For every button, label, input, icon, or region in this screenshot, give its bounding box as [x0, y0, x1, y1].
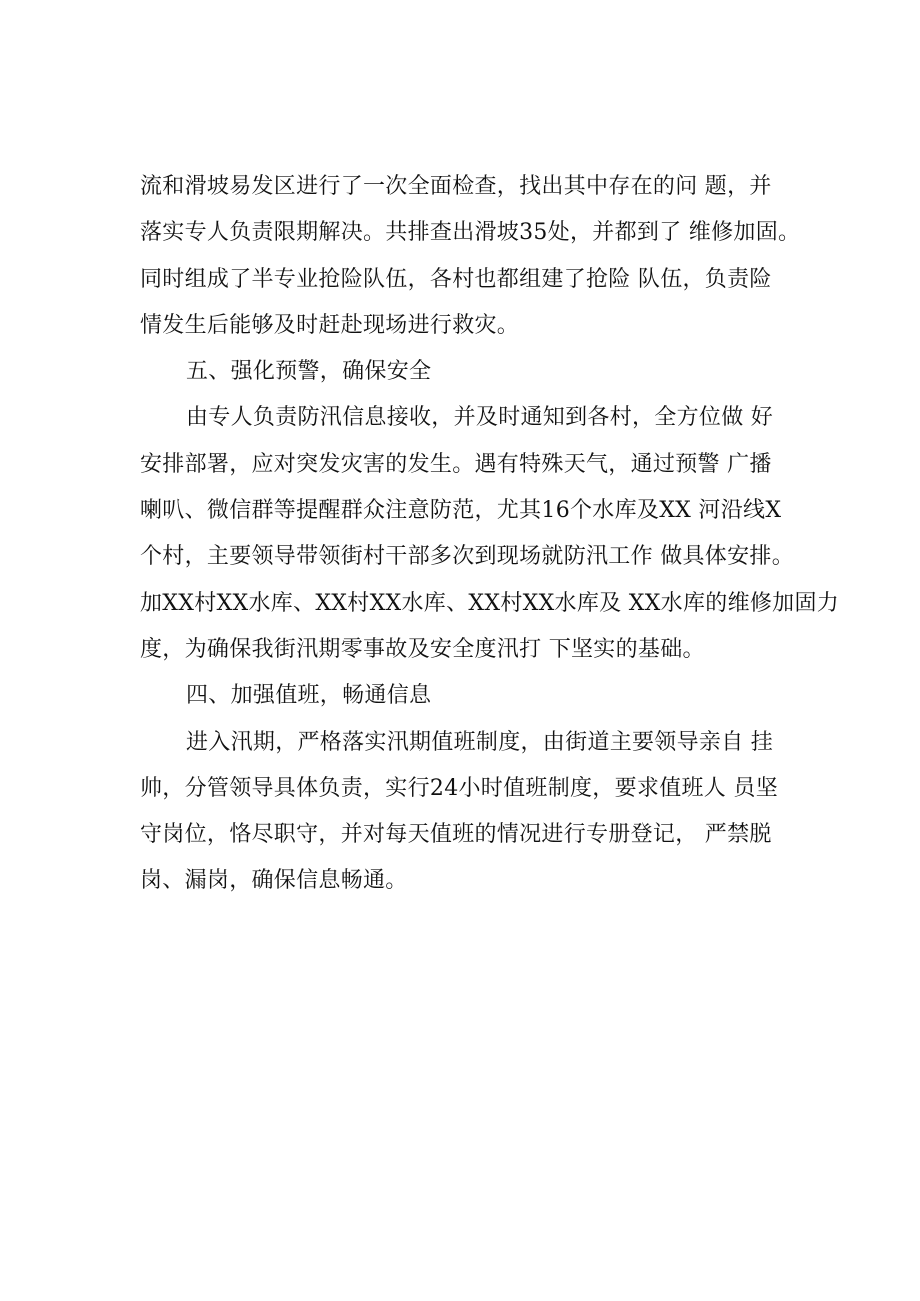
text-line: 落实专人负责限期解决。共排查出滑坡35处，并都到了 维修加固。 [140, 220, 801, 246]
text-line: 岗、漏岗，确保信息畅通。 [140, 868, 408, 894]
document-body [140, 164, 840, 905]
text-line: 加XX村XX水库、XX村XX水库、XX村XX水库及 XX水库的维修加固力 [140, 590, 840, 616]
section-heading-4: 四、加强值班，畅通信息 [186, 683, 432, 709]
text-line: 个村，主要领导带领街村干部多次到现场就防汛工作 做具体安排。 [140, 544, 794, 570]
text-line: 进入汛期，严格落实汛期值班制度，由街道主要领导亲自 挂 [186, 729, 774, 755]
text-line: 情发生后能够及时赶赴现场进行救灾。 [140, 312, 520, 338]
text-line: 安排部署，应对突发灾害的发生。遇有特殊天气，通过预警 广播 [140, 451, 772, 477]
text-line: 由专人负责防汛信息接收，并及时通知到各村，全方位做 好 [186, 405, 774, 431]
text-line: 守岗位，恪尽职守，并对每天值班的情况进行专册登记， 严禁脱 [140, 822, 772, 848]
text-line: 度，为确保我街汛期零事故及安全度汛打 下坚实的基础。 [140, 636, 705, 662]
text-line: 喇叭、微信群等提醒群众注意防范，尤其16个水库及XX 河沿线X [140, 498, 782, 524]
text-line: 流和滑坡易发区进行了一次全面检查，找出其中存在的问 题，并 [140, 174, 772, 199]
section-heading-5: 五、强化预警，确保安全 [186, 359, 432, 385]
text-line: 同时组成了半专业抢险队伍，各村也都组建了抢险 队伍，负责险 [140, 266, 772, 292]
text-line: 帅，分管领导具体负责，实行24小时值班制度，要求值班人 员坚 [140, 775, 778, 801]
